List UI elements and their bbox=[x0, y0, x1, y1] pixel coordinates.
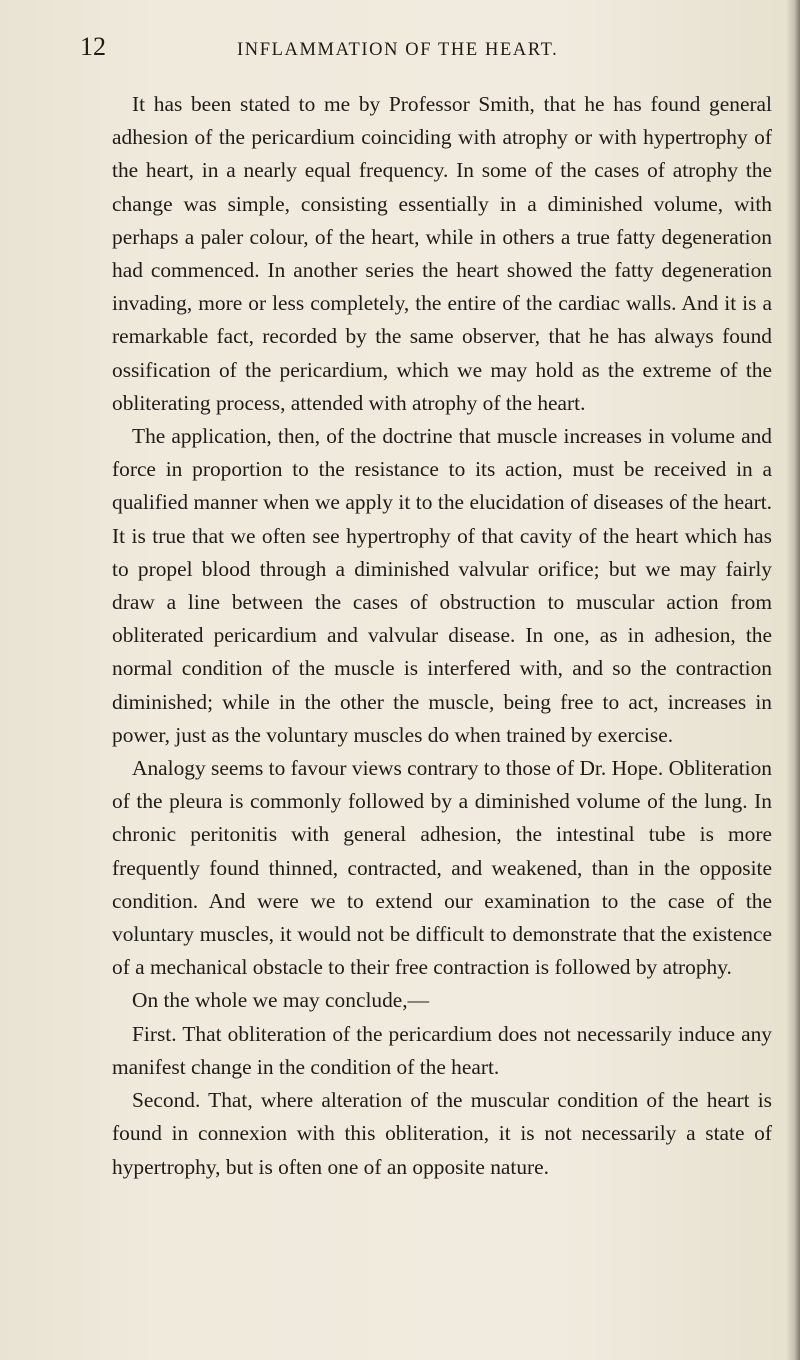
paragraph-professor-smith: It has been stated to me by Professor Smith, that he has found general adhesion of the pericardium coinciding with atrophy or with hypertrophy of the heart, in a nearly equal frequency. In some of the cases of atrophy the change was simple, consisting essentially in a diminished volume, with perhaps a paler colour, of the heart, while in others a true fatty degeneration had commenced. In another series the heart showed the fatty degeneration invading, more or less completely, the entire of the cardiac walls. And it is a remarkable fact, recorded by the same observer, that he has always found ossification of the pericardium, which we may hold as the extreme of the obliterating process, attended with atrophy of the heart. bbox=[112, 92, 772, 415]
page-edge-shadow bbox=[786, 0, 800, 1360]
paragraph-first-conclusion: First. That obliteration of the pericardium does not necessarily induce any manifest change in the condition of the heart. bbox=[112, 1021, 772, 1079]
paragraph-analogy: Analogy seems to favour views contrary to those of Dr. Hope. Obliteration of the pleura is commonly followed by a diminished volume of the lung. In chronic peritonitis with general adhesion, the intestinal tube is more frequently found thinned, contracted, and weakened, than in the opposite condition. And were we to extend our examination to the case of the voluntary muscles, it would not be difficult to demonstrate that the existence of a mechanical obstacle to their free contraction is followed by atrophy. bbox=[112, 756, 772, 980]
body-text bbox=[112, 88, 772, 1184]
paragraph-conclusion-intro: On the whole we may conclude,— bbox=[132, 988, 430, 1013]
paragraph-second-conclusion: Second. That, where alteration of the muscular condition of the heart is found in connexion with this obliteration, it is not necessarily a state of hypertrophy, but is often one of an opposite nature. bbox=[112, 1088, 772, 1179]
page-header bbox=[80, 30, 772, 70]
page-number: 12 bbox=[80, 32, 106, 61]
text-block bbox=[80, 30, 772, 1184]
running-head: INFLAMMATION OF THE HEART. bbox=[237, 40, 559, 60]
paragraph-application-of-doctrine: The application, then, of the doctrine that muscle increases in volume and force in proportion to the resistance to its action, must be received in a qualified manner when we apply it to the elucidation of diseases of the heart. It is true that we often see hypertrophy of that cavity of the heart which has to propel blood through a diminished valvular orifice; but we may fairly draw a line between the cases of obstruction to muscular action from obliterated pericardium and valvular disease. In one, as in adhesion, the normal condition of the muscle is interfered with, and so the contraction diminished; while in the other the muscle, being free to act, increases in power, just as the voluntary muscles do when trained by exercise. bbox=[112, 424, 772, 747]
